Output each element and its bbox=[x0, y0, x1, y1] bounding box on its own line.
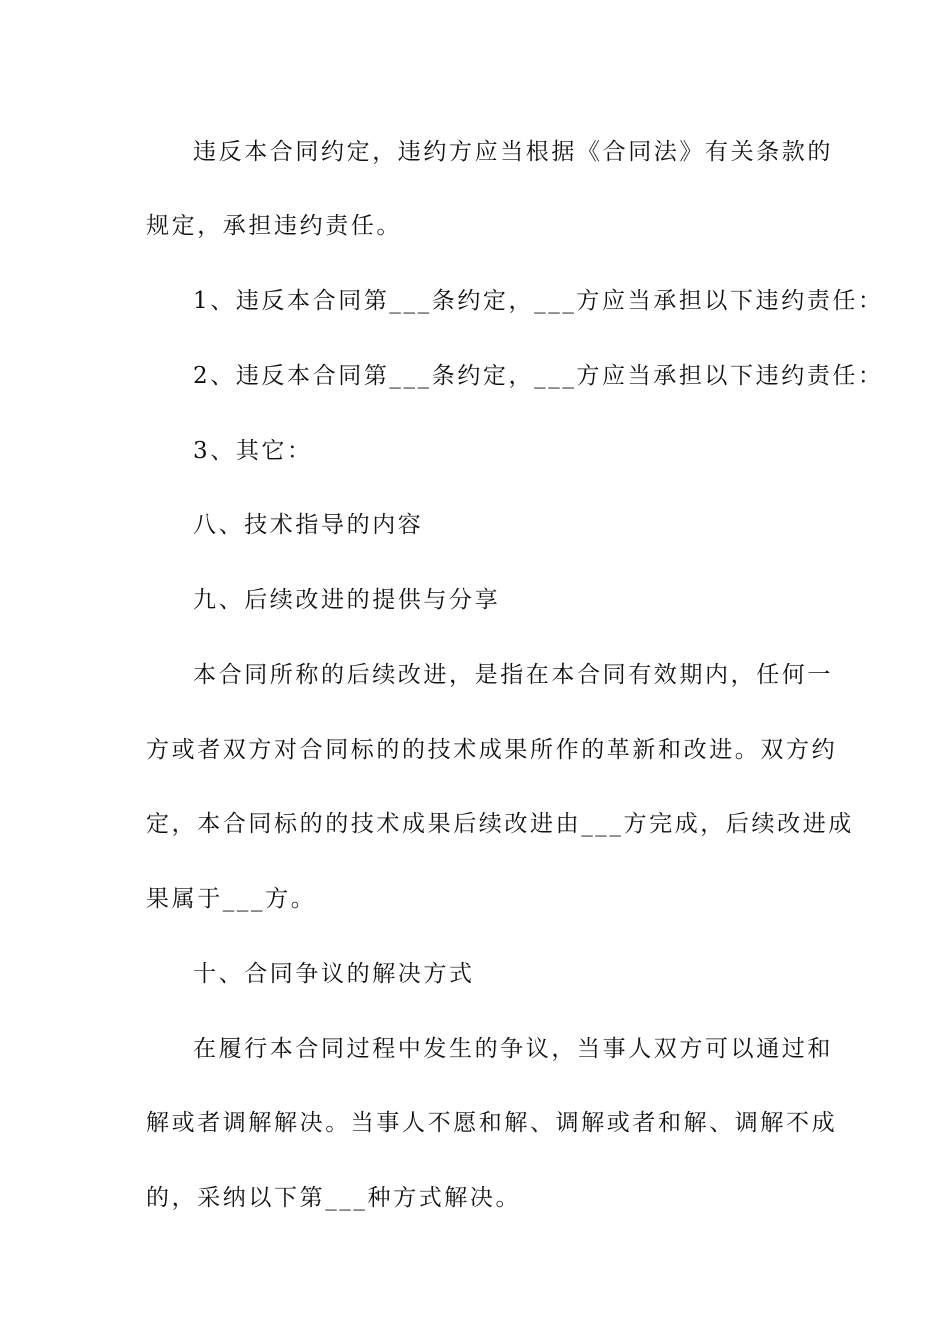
paragraph-liability-line-2: 规定，承担违约责任。 bbox=[146, 213, 402, 239]
paragraph-improvement-line-2: 方或者双方对合同标的的技术成果所作的革新和改进。双方约 bbox=[146, 737, 838, 763]
paragraph-dispute-line-1: 在履行本合同过程中发生的争议，当事人双方可以通过和 bbox=[193, 1036, 833, 1062]
clause-item-3: 3、其它： bbox=[193, 438, 313, 464]
section-heading-8: 八、技术指导的内容 bbox=[193, 512, 424, 538]
section-heading-10: 十、合同争议的解决方式 bbox=[193, 961, 475, 987]
paragraph-improvement-line-1: 本合同所称的后续改进，是指在本合同有效期内，任何一 bbox=[193, 662, 833, 688]
clause-item-2: 2、违反本合同第___条约定，___方应当承担以下违约责任： bbox=[193, 363, 884, 389]
paragraph-dispute-line-3: 的，采纳以下第___种方式解决。 bbox=[146, 1185, 522, 1211]
paragraph-liability-line-1: 违反本合同约定，违约方应当根据《合同法》有关条款的 bbox=[193, 139, 833, 165]
section-heading-9: 九、后续改进的提供与分享 bbox=[193, 587, 501, 613]
paragraph-improvement-line-4: 果属于___方。 bbox=[146, 886, 317, 912]
paragraph-dispute-line-2: 解或者调解解决。当事人不愿和解、调解或者和解、调解不成 bbox=[146, 1110, 838, 1136]
clause-item-1: 1、违反本合同第___条约定，___方应当承担以下违约责任： bbox=[193, 288, 884, 314]
paragraph-improvement-line-3: 定，本合同标的的技术成果后续改进由___方完成，后续改进成 bbox=[146, 811, 854, 837]
